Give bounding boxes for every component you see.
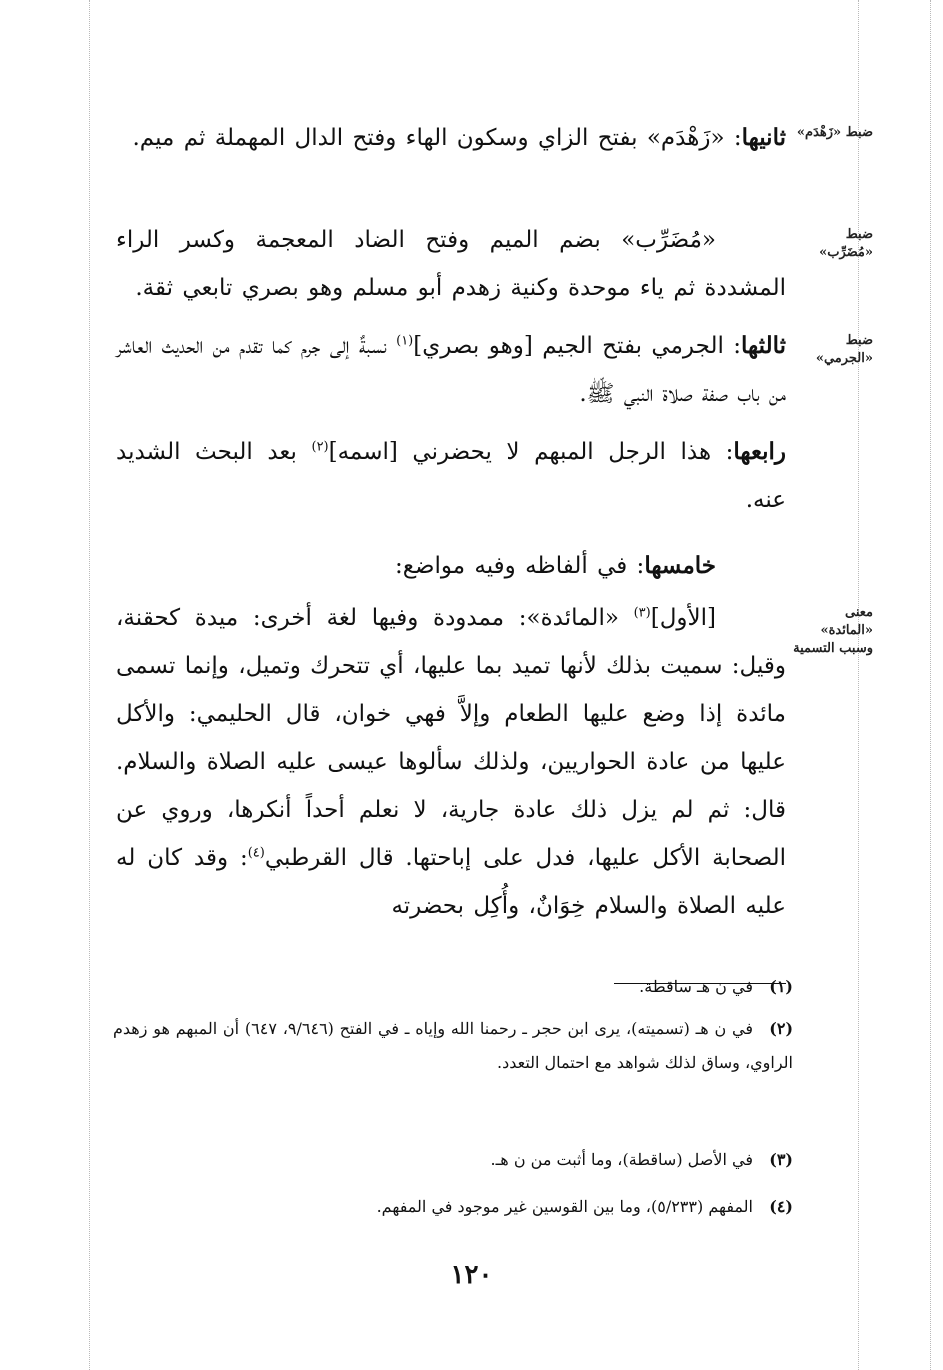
scan-guide-line: [858, 0, 859, 1370]
margin-note-jarmi: ضبط «الجرمي»: [815, 333, 873, 366]
scan-guide-line: [89, 0, 90, 1370]
footnote-4: [113, 1190, 793, 1224]
paragraph-text: : هذا الرجل المبهم لا يحضرني [اسمه]: [328, 439, 734, 465]
paragraph-text: : وقد كان له عليه الصلاة والسلام خِوَانٌ، وأُكِل بحضرته: [116, 845, 786, 919]
margin-note-mudarrib: ضبط «مُضَرِّب»: [819, 227, 873, 260]
footnote-number: (٣): [769, 1150, 793, 1169]
footnote-ref[interactable]: (٣): [633, 605, 651, 621]
paragraph-text: : الجرمي بفتح الجيم [وهو بصري]: [413, 333, 742, 359]
page-number: ١٢٠: [450, 1260, 493, 1290]
paragraph-text: [الأول]: [650, 605, 716, 631]
paragraph-lead: ثالثها: [741, 332, 786, 359]
paragraph-text: نسبةٌ إلى جرم كما تقدم من الحديث العاشر من باب صفة صلاة النبي ﷺ.: [116, 333, 786, 407]
paragraph-text: : في ألفاظه وفيه مواضع:: [394, 553, 645, 579]
paragraph-maida: [116, 594, 786, 930]
paragraph-second: [116, 114, 786, 162]
footnote-3: [113, 1143, 793, 1177]
paragraph-text: بعد البحث الشديد عنه.: [116, 439, 786, 513]
footnote-text: في ن هـ ساقطة.: [639, 977, 753, 996]
footnote-text: في الأصل (ساقطة)، وما أثبت من ن هـ.: [490, 1150, 753, 1169]
paragraph-fifth: [116, 542, 786, 590]
margin-note-zahdam: ضبط «زَهْدَم»: [796, 125, 873, 140]
footnote-number: (١): [769, 977, 793, 996]
footnote-number: (٢): [769, 1019, 794, 1038]
paragraph-lead: ثانيها: [741, 124, 786, 151]
footnote-ref[interactable]: (٤): [247, 845, 265, 861]
paragraph-fourth: [116, 428, 786, 524]
margin-note-maida: معنى «المائدة» وسبب التسمية: [793, 605, 873, 656]
paragraph-mudarrib: [116, 216, 786, 312]
footnote-number: (٤): [769, 1197, 793, 1216]
footnote-2: [113, 1012, 793, 1080]
paragraph-text: «المائدة»: ممدودة وفيها لغة أخرى: ميدة كحقنة، وقيل: سميت بذلك لأنها تميد بما عليها، أي تتحرك وتميل، وإنما تسمى مائدة إذا وضع عليها الطعام وإلاَّ فهي خوان، قال الحليمي: والأكل عليها من عادة الحواريين، ولذلك سألوها عيسى عليه الصلاة والسلام. قال: ثم لم يزل ذلك عادة جارية، لا نعلم أحداً أنكرها، وروي عن الصحابة الأكل عليها، فدل على إباحتها. قال القرطبي: [116, 605, 787, 871]
paragraph-text: : «زَهْدَم» بفتح الزاي وسكون الهاء وفتح الدال المهملة ثم ميم.: [132, 125, 742, 151]
scan-guide-line: [930, 0, 931, 1370]
footnote-ref[interactable]: (١): [396, 333, 414, 349]
footnote-ref[interactable]: (٢): [311, 439, 329, 455]
footnote-text: في ن هـ (تسميته)، يرى ابن حجر ـ رحمنا الله وإياه ـ في الفتح (٩/٦٤٦، ٦٤٧) أن المبهم هو زهدم الراوي، وساق لذلك شواهد مع احتمال التعدد.: [113, 1019, 793, 1072]
footnote-text: المفهم (٥/٢٣٣)، وما بين القوسين غير موجود في المفهم.: [376, 1197, 753, 1216]
paragraph-third: [116, 322, 786, 418]
footnote-1: [113, 970, 793, 1004]
paragraph-lead: خامسها: [644, 552, 716, 579]
paragraph-lead: رابعها: [733, 438, 786, 465]
paragraph-text: «مُضَرِّب» بضم الميم وفتح الضاد المعجمة وكسر الراء المشددة ثم ياء موحدة وكنية زهدم أبو مسلم وهو بصري تابعي ثقة.: [116, 227, 786, 301]
